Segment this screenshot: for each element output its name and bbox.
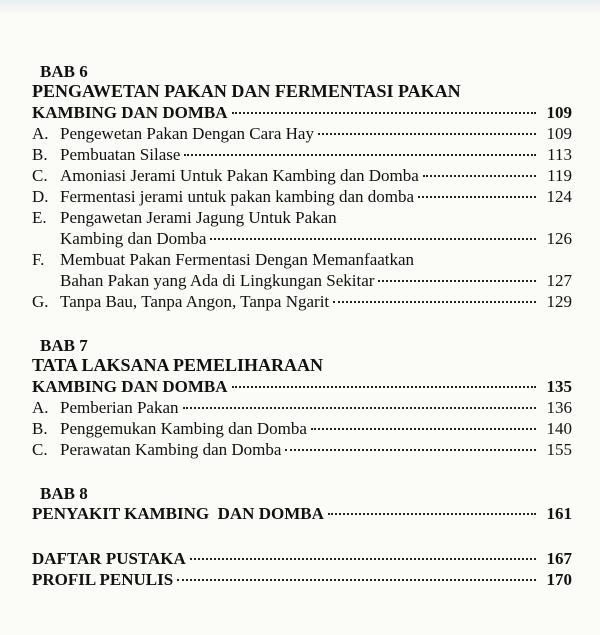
entry-letter: F. bbox=[32, 250, 45, 269]
chapter-title: TATA LAKSANA PEMELIHARAAN bbox=[32, 355, 324, 375]
chapter-title-text: PENYAKIT KAMBING DAN DOMBA bbox=[32, 504, 324, 523]
dot-leader bbox=[184, 154, 536, 156]
entry-title: Membuat Pakan Fermentasi Dengan Memanfaatkan bbox=[60, 250, 415, 269]
entry-title-continuation: Kambing dan Domba bbox=[60, 229, 207, 248]
chapter-8 bbox=[32, 484, 572, 524]
entry-title: Tanpa Bau, Tanpa Angon, Tanpa Ngarit bbox=[60, 292, 330, 311]
toc-entry[interactable] bbox=[32, 186, 572, 207]
chapter-title-line[interactable] bbox=[32, 102, 572, 123]
entry-title: Pemberian Pakan bbox=[60, 398, 179, 417]
dot-leader bbox=[318, 133, 536, 135]
page-number: 170 bbox=[546, 570, 572, 589]
chapter-title: PENGAWETAN PAKAN DAN FERMENTASI PAKAN bbox=[32, 81, 461, 101]
table-of-contents bbox=[32, 62, 572, 590]
spacer bbox=[32, 460, 572, 484]
toc-entry[interactable] bbox=[32, 207, 572, 249]
toc-entry[interactable] bbox=[32, 397, 572, 418]
spacer bbox=[32, 312, 572, 336]
page-number: 140 bbox=[546, 419, 572, 438]
entry-letter: B. bbox=[32, 145, 48, 164]
dot-leader bbox=[232, 386, 537, 388]
entry-title: Fermentasi jerami untuk pakan kambing dan domba bbox=[60, 187, 415, 206]
dot-leader bbox=[423, 175, 536, 177]
chapter-6 bbox=[32, 62, 572, 312]
dot-leader bbox=[418, 196, 536, 198]
chapter-title-line[interactable] bbox=[32, 503, 572, 524]
page-number: 109 bbox=[546, 103, 572, 122]
chapter-label: BAB 8 bbox=[40, 484, 88, 503]
chapter-title-text: KAMBING DAN DOMBA bbox=[32, 103, 228, 122]
spacer bbox=[32, 524, 572, 548]
toc-entry[interactable] bbox=[32, 123, 572, 144]
chapter-label: BAB 6 bbox=[40, 62, 88, 81]
page-number: 155 bbox=[546, 440, 572, 459]
entry-title: DAFTAR PUSTAKA bbox=[32, 549, 186, 568]
dot-leader bbox=[183, 407, 537, 409]
toc-entry[interactable] bbox=[32, 418, 572, 439]
toc-entry[interactable] bbox=[32, 291, 572, 312]
entry-letter: G. bbox=[32, 292, 49, 311]
chapter-7 bbox=[32, 336, 572, 460]
dot-leader bbox=[232, 112, 537, 114]
entry-title: Perawatan Kambing dan Domba bbox=[60, 440, 282, 459]
dot-leader bbox=[311, 428, 536, 430]
toc-entry[interactable] bbox=[32, 249, 572, 291]
back-matter bbox=[32, 548, 572, 590]
chapter-label: BAB 7 bbox=[40, 336, 88, 355]
chapter-title-line[interactable] bbox=[32, 376, 572, 397]
entry-title: Pengawetan Jerami Jagung Untuk Pakan bbox=[60, 208, 337, 227]
page-number: 126 bbox=[546, 229, 572, 248]
entry-title: PROFIL PENULIS bbox=[32, 570, 174, 589]
entry-letter: A. bbox=[32, 398, 49, 417]
page-number: 113 bbox=[547, 145, 572, 164]
toc-entry[interactable] bbox=[32, 439, 572, 460]
entry-letter: C. bbox=[32, 440, 48, 459]
page-number: 129 bbox=[546, 292, 572, 311]
page-number: 109 bbox=[546, 124, 572, 143]
dot-leader bbox=[378, 280, 536, 282]
page-number: 119 bbox=[547, 166, 572, 185]
entry-title: Pembuatan Silase bbox=[60, 145, 181, 164]
entry-title: Penggemukan Kambing dan Domba bbox=[60, 419, 307, 438]
dot-leader bbox=[190, 558, 536, 560]
dot-leader bbox=[210, 238, 536, 240]
page-number: 167 bbox=[546, 549, 572, 568]
entry-letter: D. bbox=[32, 187, 49, 206]
toc-entry-daftar-pustaka[interactable] bbox=[32, 548, 572, 569]
dot-leader bbox=[177, 579, 536, 581]
page-number: 136 bbox=[546, 398, 572, 417]
dot-leader bbox=[285, 449, 536, 451]
toc-entry[interactable] bbox=[32, 165, 572, 186]
toc-entry-profil-penulis[interactable] bbox=[32, 569, 572, 590]
page-number: 135 bbox=[546, 377, 572, 396]
page-number: 127 bbox=[546, 271, 572, 290]
chapter-title-text: KAMBING DAN DOMBA bbox=[32, 377, 228, 396]
page-number: 124 bbox=[546, 187, 572, 206]
dot-leader bbox=[333, 301, 536, 303]
dot-leader bbox=[328, 513, 536, 515]
entry-title: Amoniasi Jerami Untuk Pakan Kambing dan Domba bbox=[60, 166, 419, 185]
entry-title-continuation: Bahan Pakan yang Ada di Lingkungan Sekitar bbox=[60, 271, 375, 290]
top-edge bbox=[0, 0, 600, 14]
page-number: 161 bbox=[546, 504, 572, 523]
entry-letter: E. bbox=[32, 208, 47, 227]
entry-letter: B. bbox=[32, 419, 48, 438]
entry-letter: C. bbox=[32, 166, 48, 185]
toc-entry[interactable] bbox=[32, 144, 572, 165]
entry-title: Pengewetan Pakan Dengan Cara Hay bbox=[60, 124, 314, 143]
entry-letter: A. bbox=[32, 124, 49, 143]
